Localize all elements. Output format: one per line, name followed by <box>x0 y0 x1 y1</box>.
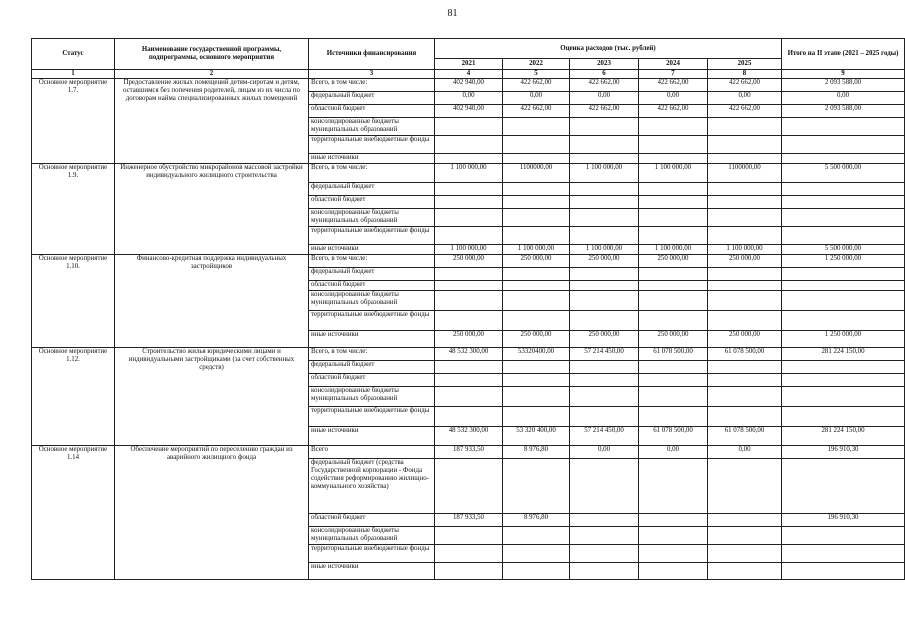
total-value <box>782 281 905 291</box>
year-value <box>503 407 570 427</box>
year-value <box>639 196 708 209</box>
year-value <box>570 227 639 245</box>
year-value <box>570 136 639 154</box>
table-row <box>32 446 905 459</box>
column-number: 7 <box>639 70 708 79</box>
funding-source: иные источники <box>309 427 435 446</box>
total-value <box>782 227 905 245</box>
total-value <box>782 118 905 136</box>
year-value: 1 100 000,00 <box>708 245 782 255</box>
column-number: 2 <box>115 70 309 79</box>
activity-name: Строительство жилья юридическими лицами и индивидуальными застройщиками (за счет собственных средств) <box>115 348 309 446</box>
funding-source: федеральный бюджет <box>309 268 435 281</box>
funding-source: иные источники <box>309 563 435 580</box>
funding-source: федеральный бюджет (средства Государственной корпорации - Фонда содействия реформированию жилищно-коммунального хозяйства) <box>309 459 435 514</box>
budget-table <box>31 38 905 580</box>
total-value <box>782 291 905 311</box>
year-value: 422 662,00 <box>570 79 639 92</box>
year-value: 1 100 000,00 <box>570 164 639 183</box>
funding-source: Всего, в том числе: <box>309 255 435 268</box>
year-value <box>708 227 782 245</box>
year-value <box>435 545 503 563</box>
year-value: 250 000,00 <box>503 255 570 268</box>
year-value: 57 214 450,00 <box>570 427 639 446</box>
year-value: 1 100 000,00 <box>503 245 570 255</box>
year-value <box>639 281 708 291</box>
header-year: 2024 <box>639 59 708 70</box>
year-value <box>503 311 570 331</box>
year-value: 250 000,00 <box>435 331 503 348</box>
year-value <box>639 268 708 281</box>
year-value <box>708 118 782 136</box>
year-value: 0,00 <box>435 92 503 105</box>
year-value: 422 662,00 <box>639 79 708 92</box>
year-value <box>570 374 639 387</box>
funding-source: иные источники <box>309 331 435 348</box>
year-value: 53 320 400,00 <box>503 427 570 446</box>
year-value: 0,00 <box>570 446 639 459</box>
year-value: 61 078 500,00 <box>639 427 708 446</box>
total-value: 2 093 588,00 <box>782 79 905 92</box>
funding-source: областной бюджет <box>309 374 435 387</box>
page-number: 81 <box>447 8 458 19</box>
activity-name: Предоставление жилых помещений детям-сиротам и детям, оставшимся без попечения родителей, лицам из их числа по договорам найма специализированных жилых помещений <box>115 79 309 164</box>
column-number: 9 <box>782 70 905 79</box>
funding-source: федеральный бюджет <box>309 361 435 374</box>
funding-source: Всего <box>309 446 435 459</box>
year-value <box>570 563 639 580</box>
total-value <box>782 459 905 514</box>
year-value <box>503 459 570 514</box>
year-value <box>639 136 708 154</box>
year-value <box>639 407 708 427</box>
total-value: 1 250 000,00 <box>782 255 905 268</box>
year-value <box>570 545 639 563</box>
year-value <box>503 227 570 245</box>
year-value <box>570 459 639 514</box>
year-value <box>639 514 708 527</box>
header-estimate: Оценка расходов (тыс. рублей) <box>435 39 782 59</box>
year-value <box>570 281 639 291</box>
year-value: 250 000,00 <box>708 255 782 268</box>
year-value <box>435 281 503 291</box>
total-value: 196 910,30 <box>782 514 905 527</box>
year-value: 1 100 000,00 <box>639 164 708 183</box>
header-name: Наименование государственной программы, подпрограммы, основного мероприятия <box>115 39 309 70</box>
year-value: 422 662,00 <box>503 105 570 118</box>
year-value <box>639 361 708 374</box>
year-value: 402 940,00 <box>435 105 503 118</box>
year-value: 250 000,00 <box>570 331 639 348</box>
year-value: 1 100 000,00 <box>435 164 503 183</box>
table-row <box>32 348 905 361</box>
year-value <box>639 311 708 331</box>
year-value <box>503 281 570 291</box>
year-value <box>435 136 503 154</box>
column-number: 1 <box>32 70 115 79</box>
year-value: 422 662,00 <box>708 105 782 118</box>
funding-source: консолидированные бюджеты муниципальных образований <box>309 291 435 311</box>
year-value <box>503 545 570 563</box>
funding-source: областной бюджет <box>309 514 435 527</box>
year-value: 1100000,00 <box>708 164 782 183</box>
funding-source: областной бюджет <box>309 281 435 291</box>
year-value: 0,00 <box>639 446 708 459</box>
funding-source: консолидированные бюджеты муниципальных образований <box>309 387 435 407</box>
total-value <box>782 154 905 164</box>
header-year: 2023 <box>570 59 639 70</box>
year-value <box>708 281 782 291</box>
total-value: 5 500 000,00 <box>782 164 905 183</box>
funding-source: территориальные внебюджетные фонды <box>309 407 435 427</box>
column-number: 5 <box>503 70 570 79</box>
year-value: 250 000,00 <box>435 255 503 268</box>
year-value: 8 976,80 <box>503 514 570 527</box>
year-value <box>639 545 708 563</box>
year-value: 402 940,00 <box>435 79 503 92</box>
total-value: 281 224 150,00 <box>782 348 905 361</box>
year-value: 187 933,50 <box>435 446 503 459</box>
total-value <box>782 311 905 331</box>
header-year: 2022 <box>503 59 570 70</box>
year-value <box>503 118 570 136</box>
activity-status: Основное мероприятие 1.12. <box>32 348 115 446</box>
year-value: 61 078 500,00 <box>708 348 782 361</box>
activity-status: Основное мероприятие 1.14 <box>32 446 115 580</box>
year-value: 0,00 <box>708 92 782 105</box>
year-value <box>503 209 570 227</box>
year-value <box>570 268 639 281</box>
year-value: 57 214 450,00 <box>570 348 639 361</box>
year-value <box>708 545 782 563</box>
year-value <box>639 118 708 136</box>
year-value <box>708 361 782 374</box>
year-value: 250 000,00 <box>639 255 708 268</box>
year-value <box>708 387 782 407</box>
year-value <box>503 563 570 580</box>
year-value <box>435 196 503 209</box>
header-year: 2021 <box>435 59 503 70</box>
year-value <box>708 459 782 514</box>
funding-source: консолидированные бюджеты муниципальных образований <box>309 118 435 136</box>
year-value <box>708 183 782 196</box>
year-value <box>639 154 708 164</box>
year-value <box>435 268 503 281</box>
activity-name: Финансово-кредитная поддержка индивидуальных застройщиков <box>115 255 309 348</box>
activity-name: Инженерное обустройство микрорайонов массовой застройки индивидуального жилищного строительства <box>115 164 309 255</box>
year-value: 422 662,00 <box>708 79 782 92</box>
year-value: 1 100 000,00 <box>639 245 708 255</box>
year-value <box>570 196 639 209</box>
year-value: 53320400,00 <box>503 348 570 361</box>
year-value <box>708 209 782 227</box>
total-value <box>782 209 905 227</box>
year-value: 1100000,00 <box>503 164 570 183</box>
column-number: 3 <box>309 70 435 79</box>
year-value <box>503 183 570 196</box>
year-value <box>708 374 782 387</box>
year-value: 0,00 <box>708 446 782 459</box>
year-value <box>570 387 639 407</box>
year-value: 48 532 300,00 <box>435 427 503 446</box>
funding-source: областной бюджет <box>309 105 435 118</box>
year-value <box>639 291 708 311</box>
total-value: 196 910,30 <box>782 446 905 459</box>
year-value: 422 662,00 <box>639 105 708 118</box>
year-value: 422 662,00 <box>503 79 570 92</box>
year-value <box>570 361 639 374</box>
funding-source: территориальные внебюджетные фонды <box>309 545 435 563</box>
year-value: 1 100 000,00 <box>435 245 503 255</box>
year-value <box>570 514 639 527</box>
column-number: 4 <box>435 70 503 79</box>
total-value <box>782 563 905 580</box>
year-value <box>435 291 503 311</box>
funding-source: областной бюджет <box>309 196 435 209</box>
column-number: 6 <box>570 70 639 79</box>
year-value <box>639 387 708 407</box>
total-value <box>782 361 905 374</box>
year-value: 0,00 <box>503 92 570 105</box>
year-value <box>503 136 570 154</box>
total-value <box>782 407 905 427</box>
year-value <box>708 407 782 427</box>
year-value <box>708 291 782 311</box>
funding-source: территориальные внебюджетные фонды <box>309 136 435 154</box>
year-value <box>435 563 503 580</box>
year-value <box>435 374 503 387</box>
funding-source: Всего, в том числе: <box>309 348 435 361</box>
funding-source: Всего, в том числе: <box>309 79 435 92</box>
year-value <box>570 154 639 164</box>
year-value: 187 933,50 <box>435 514 503 527</box>
funding-source: Всего, в том числе: <box>309 164 435 183</box>
year-value <box>570 118 639 136</box>
total-value <box>782 183 905 196</box>
year-value: 250 000,00 <box>503 331 570 348</box>
year-value: 61 078 500,00 <box>708 427 782 446</box>
year-value <box>435 227 503 245</box>
total-value <box>782 268 905 281</box>
header-year: 2025 <box>708 59 782 70</box>
total-value: 281 224 150,00 <box>782 427 905 446</box>
year-value: 422 662,00 <box>570 105 639 118</box>
year-value <box>503 527 570 545</box>
total-value: 0,00 <box>782 92 905 105</box>
year-value <box>435 183 503 196</box>
total-value <box>782 387 905 407</box>
year-value <box>639 183 708 196</box>
column-number: 8 <box>708 70 782 79</box>
funding-source: консолидированные бюджеты муниципальных образований <box>309 527 435 545</box>
table-row <box>32 79 905 92</box>
year-value <box>503 374 570 387</box>
activity-name: Обеспечение мероприятий по переселению граждан из аварийного жилищного фонда <box>115 446 309 580</box>
year-value <box>503 154 570 164</box>
year-value: 8 976,80 <box>503 446 570 459</box>
year-value <box>503 291 570 311</box>
funding-source: консолидированные бюджеты муниципальных образований <box>309 209 435 227</box>
year-value <box>435 459 503 514</box>
year-value <box>570 183 639 196</box>
funding-source: федеральный бюджет <box>309 183 435 196</box>
total-value <box>782 374 905 387</box>
total-value <box>782 527 905 545</box>
table-body <box>32 79 905 580</box>
activity-status: Основное мероприятие 1.9. <box>32 164 115 255</box>
year-value <box>639 563 708 580</box>
funding-source: федеральный бюджет <box>309 92 435 105</box>
year-value <box>639 209 708 227</box>
funding-source: иные источники <box>309 154 435 164</box>
funding-source: территориальные внебюджетные фонды <box>309 227 435 245</box>
year-value: 0,00 <box>639 92 708 105</box>
total-value <box>782 196 905 209</box>
year-value <box>435 407 503 427</box>
year-value <box>708 514 782 527</box>
year-value <box>435 154 503 164</box>
year-value <box>708 268 782 281</box>
year-value <box>708 136 782 154</box>
funding-source: иные источники <box>309 245 435 255</box>
activity-status: Основное мероприятие 1.7. <box>32 79 115 164</box>
year-value <box>435 311 503 331</box>
year-value: 61 078 500,00 <box>639 348 708 361</box>
year-value <box>708 527 782 545</box>
year-value <box>503 361 570 374</box>
year-value <box>503 196 570 209</box>
year-value: 0,00 <box>570 92 639 105</box>
year-value: 250 000,00 <box>639 331 708 348</box>
year-value: 250 000,00 <box>708 331 782 348</box>
year-value <box>435 361 503 374</box>
year-value <box>639 374 708 387</box>
year-value <box>639 227 708 245</box>
year-value <box>639 527 708 545</box>
funding-source: территориальные внебюджетные фонды <box>309 311 435 331</box>
table-row <box>32 164 905 183</box>
year-value <box>503 268 570 281</box>
year-value: 250 000,00 <box>570 255 639 268</box>
header-status: Статус <box>32 39 115 70</box>
year-value <box>570 291 639 311</box>
year-value <box>708 311 782 331</box>
total-value <box>782 136 905 154</box>
year-value <box>570 311 639 331</box>
year-value <box>435 387 503 407</box>
year-value: 1 100 000,00 <box>570 245 639 255</box>
year-value <box>435 527 503 545</box>
year-value <box>639 459 708 514</box>
total-value: 5 500 000,00 <box>782 245 905 255</box>
year-value <box>435 118 503 136</box>
year-value <box>708 196 782 209</box>
year-value <box>570 407 639 427</box>
year-value: 48 532 300,00 <box>435 348 503 361</box>
year-value <box>708 154 782 164</box>
header-total: Итого на II этапе (2021 – 2025 годы) <box>782 39 905 70</box>
year-value <box>570 209 639 227</box>
total-value: 1 250 000,00 <box>782 331 905 348</box>
year-value <box>503 387 570 407</box>
year-value <box>570 527 639 545</box>
header-source: Источники финансирования <box>309 39 435 70</box>
total-value <box>782 545 905 563</box>
table-row <box>32 255 905 268</box>
activity-status: Основное мероприятие 1.10. <box>32 255 115 348</box>
year-value <box>708 563 782 580</box>
total-value: 2 093 588,00 <box>782 105 905 118</box>
year-value <box>435 209 503 227</box>
